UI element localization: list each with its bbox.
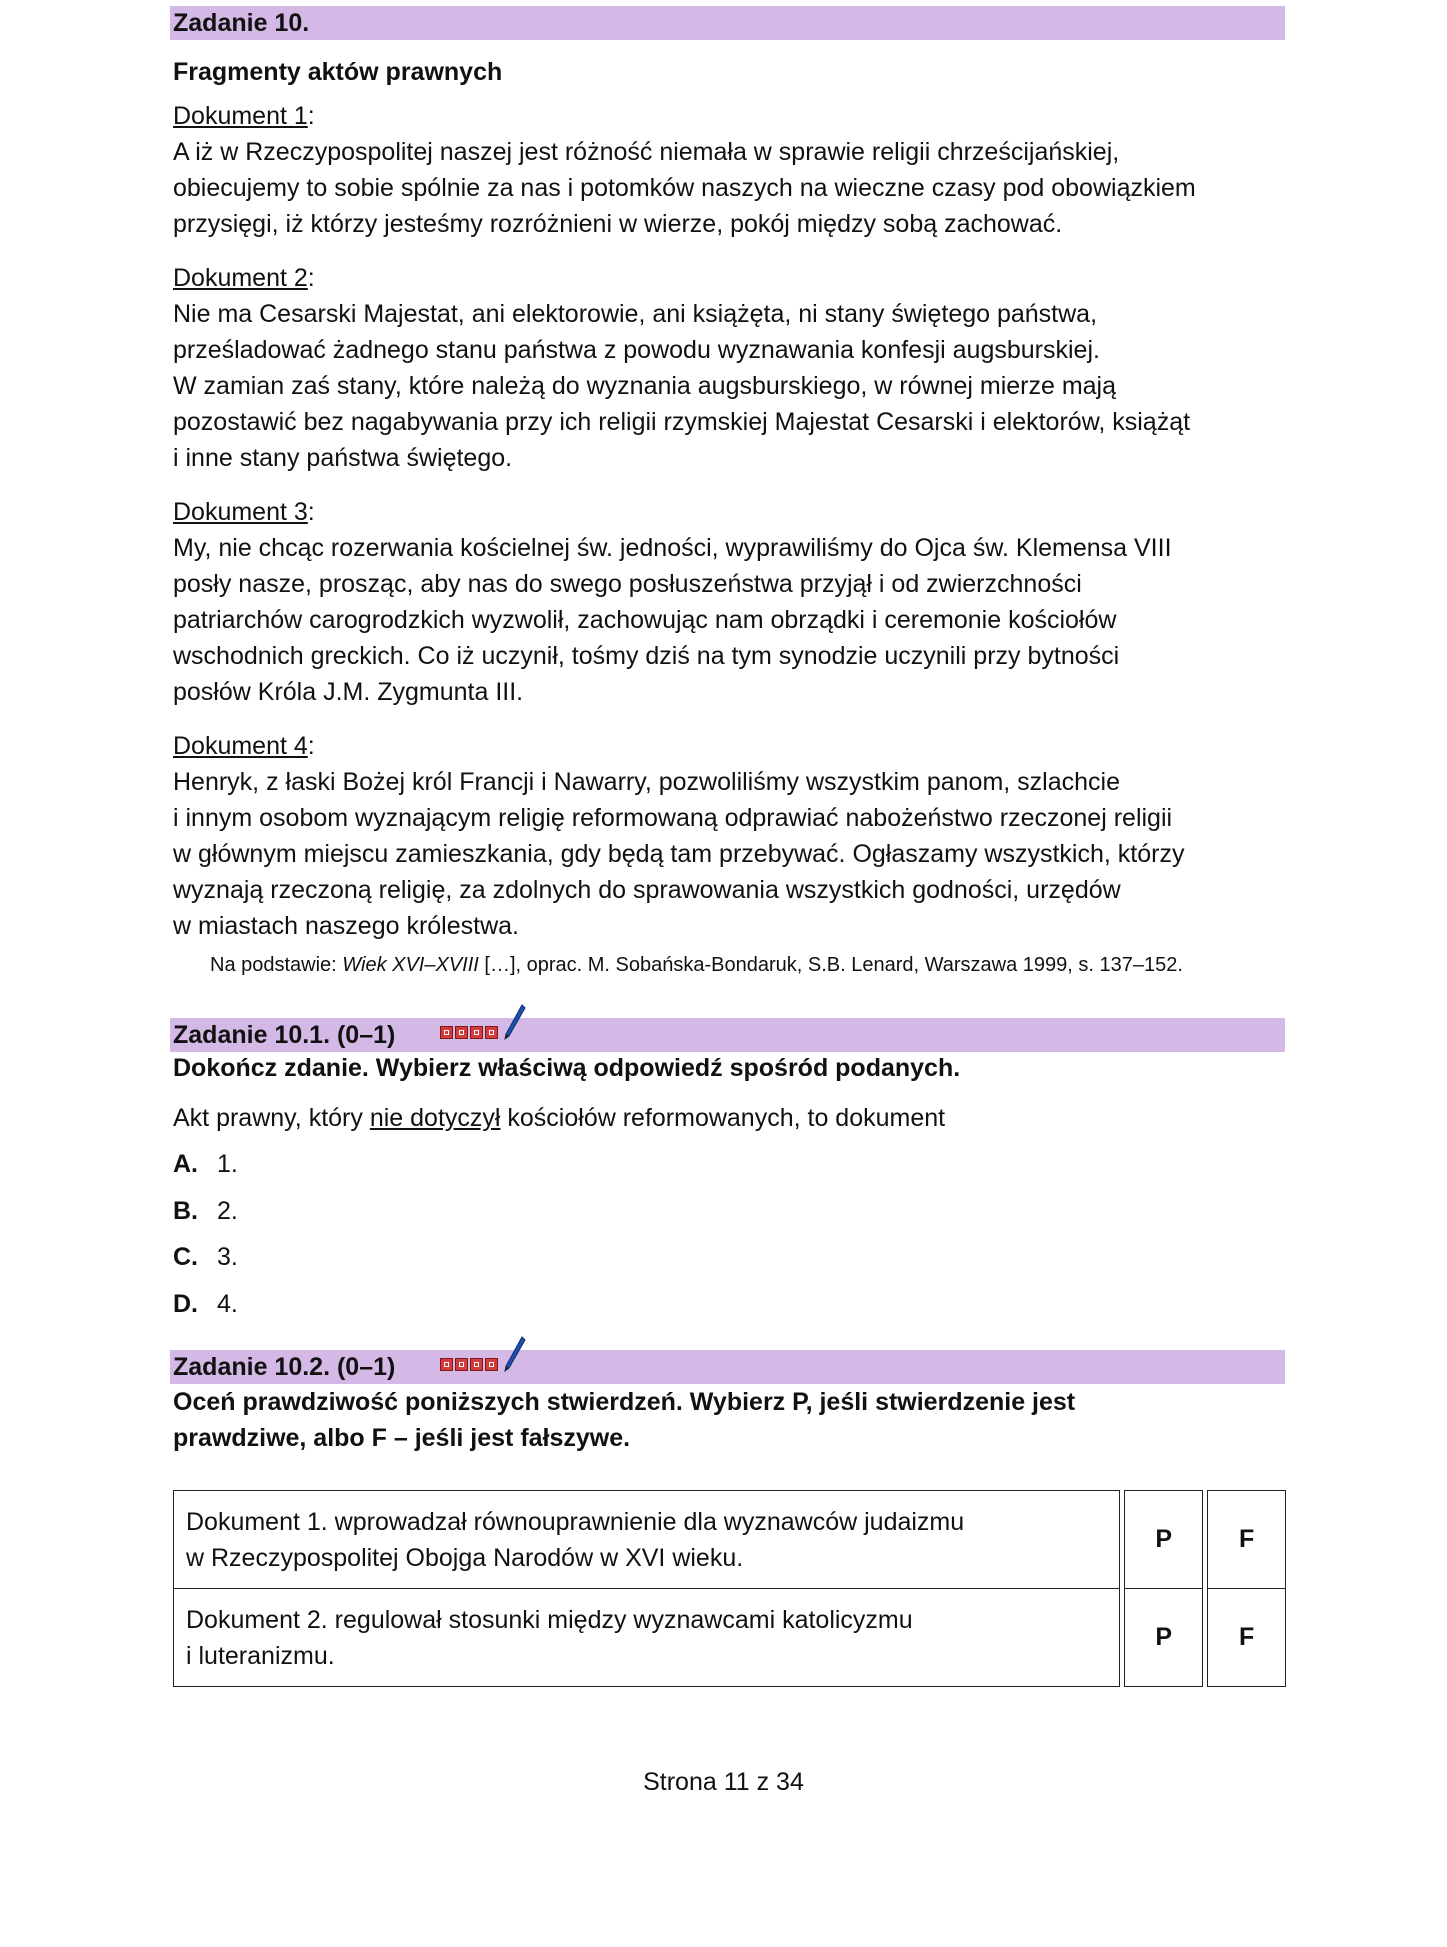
document-3-line: wschodnich greckich. Co iż uczynił, tośmy dziś na tym synodzie uczynili przy bytności bbox=[173, 642, 1120, 670]
task-10-2-instruction: Oceń prawdziwość poniższych stwierdzeń. Wybierz P, jeśli stwierdzenie jest bbox=[173, 1388, 1076, 1416]
scoring-squares-icon bbox=[440, 1026, 453, 1039]
document-3-line: posłów Króla J.M. Zygmunta III. bbox=[173, 678, 524, 706]
document-2-line: prześladować żadnego stanu państwa z powodu wyznawania konfesji augsburskiej. bbox=[173, 336, 1100, 364]
answer-option-b[interactable]: B. 2. bbox=[173, 1197, 238, 1225]
statement-line: Dokument 2. regulował stosunki między wyznawcami katolicyzmu bbox=[186, 1605, 913, 1634]
task-10-1-instruction: Dokończ zdanie. Wybierz właściwą odpowiedź spośród podanych. bbox=[173, 1054, 961, 1082]
scoring-squares-icon bbox=[485, 1358, 498, 1371]
source-citation: Na podstawie: Wiek XVI–XVIII […], oprac. M. Sobańska-Bondaruk, S.B. Lenard, Warszawa 1999, s. 137–152. bbox=[210, 954, 1183, 976]
statement-line: w Rzeczypospolitej Obojga Narodów w XVI wieku. bbox=[186, 1543, 744, 1572]
statement-cell bbox=[174, 1491, 1120, 1589]
true-option[interactable]: P bbox=[1125, 1491, 1203, 1589]
scoring-icons bbox=[440, 1004, 530, 1044]
scoring-squares-icon bbox=[485, 1026, 498, 1039]
false-option[interactable]: F bbox=[1208, 1491, 1286, 1589]
answer-option-d[interactable]: D. 4. bbox=[173, 1290, 238, 1318]
task-10-2-header: Zadanie 10.2. (0–1) bbox=[173, 1353, 396, 1381]
document-1-line: A iż w Rzeczypospolitej naszej jest różność niemała w sprawie religii chrześcijańskiej, bbox=[173, 138, 1120, 166]
scoring-icons bbox=[440, 1336, 530, 1376]
pencil-icon bbox=[502, 1004, 526, 1042]
task-10-1-stem: Akt prawny, który nie dotyczył kościołów reformowanych, to dokument bbox=[173, 1104, 946, 1132]
scoring-squares-icon bbox=[440, 1358, 453, 1371]
document-2-line: i inne stany państwa świętego. bbox=[173, 444, 513, 472]
false-option[interactable]: F bbox=[1208, 1589, 1286, 1687]
answer-option-a[interactable]: A. 1. bbox=[173, 1150, 238, 1178]
document-4-line: wyznają rzeczoną religię, za zdolnych do sprawowania wszystkich godności, urzędów bbox=[173, 876, 1121, 904]
true-false-table bbox=[173, 1490, 1286, 1687]
statement-line: i luteranizmu. bbox=[186, 1641, 335, 1670]
document-1-label: Dokument 1: bbox=[173, 102, 315, 130]
document-3-line: patriarchów carogrodzkich wyzwolił, zachowując nam obrządki i ceremonie kościołów bbox=[173, 606, 1117, 634]
document-4-label: Dokument 4: bbox=[173, 732, 315, 760]
document-1-line: przysięgi, iż którzy jesteśmy rozróżnieni w wierze, pokój między sobą zachować. bbox=[173, 210, 1063, 238]
answer-option-c[interactable]: C. 3. bbox=[173, 1243, 238, 1271]
task-10-header: Zadanie 10. bbox=[173, 9, 310, 37]
document-4-line: w miastach naszego królestwa. bbox=[173, 912, 519, 940]
document-4-line: w głównym miejscu zamieszkania, gdy będą tam przebywać. Ogłaszamy wszystkich, którzy bbox=[173, 840, 1185, 868]
pencil-icon bbox=[502, 1336, 526, 1374]
document-1-line: obiecujemy to sobie spólnie za nas i potomków naszych na wieczne czasy pod obowiązkiem bbox=[173, 174, 1196, 202]
scoring-squares-icon bbox=[470, 1358, 483, 1371]
document-3-line: My, nie chcąc rozerwania kościelnej św. jedności, wyprawiliśmy do Ojca św. Klemensa VIII bbox=[173, 534, 1172, 562]
document-2-label: Dokument 2: bbox=[173, 264, 315, 292]
document-4-line: i innym osobom wyznającym religię reformowaną odprawiać nabożeństwo rzeczonej religii bbox=[173, 804, 1173, 832]
table-row bbox=[174, 1589, 1286, 1687]
scoring-squares-icon bbox=[455, 1026, 468, 1039]
scoring-squares-icon bbox=[470, 1026, 483, 1039]
task-10-2-instruction: prawdziwe, albo F – jeśli jest fałszywe. bbox=[173, 1424, 631, 1452]
statement-cell bbox=[174, 1589, 1120, 1687]
document-3-line: posły nasze, prosząc, aby nas do swego posłuszeństwa przyjął i od zwierzchności bbox=[173, 570, 1082, 598]
document-4-line: Henryk, z łaski Bożej król Francji i Nawarry, pozwoliliśmy wszystkim panom, szlachcie bbox=[173, 768, 1120, 796]
task-10-header-bar bbox=[170, 6, 1285, 40]
scoring-squares-icon bbox=[455, 1358, 468, 1371]
table-row bbox=[174, 1491, 1286, 1589]
true-option[interactable]: P bbox=[1125, 1589, 1203, 1687]
statement-line: Dokument 1. wprowadzał równouprawnienie dla wyznawców judaizmu bbox=[186, 1507, 965, 1536]
task-10-title: Fragmenty aktów prawnych bbox=[173, 58, 503, 86]
page-number: Strona 11 z 34 bbox=[643, 1768, 804, 1796]
document-2-line: W zamian zaś stany, które należą do wyznania augsburskiego, w równej mierze mają bbox=[173, 372, 1117, 400]
document-3-label: Dokument 3: bbox=[173, 498, 315, 526]
document-2-line: pozostawić bez nagabywania przy ich religii rzymskiej Majestat Cesarski i elektorów, książąt bbox=[173, 408, 1191, 436]
task-10-1-header: Zadanie 10.1. (0–1) bbox=[173, 1021, 396, 1049]
document-2-line: Nie ma Cesarski Majestat, ani elektorowie, ani książęta, ni stany świętego państwa, bbox=[173, 300, 1098, 328]
